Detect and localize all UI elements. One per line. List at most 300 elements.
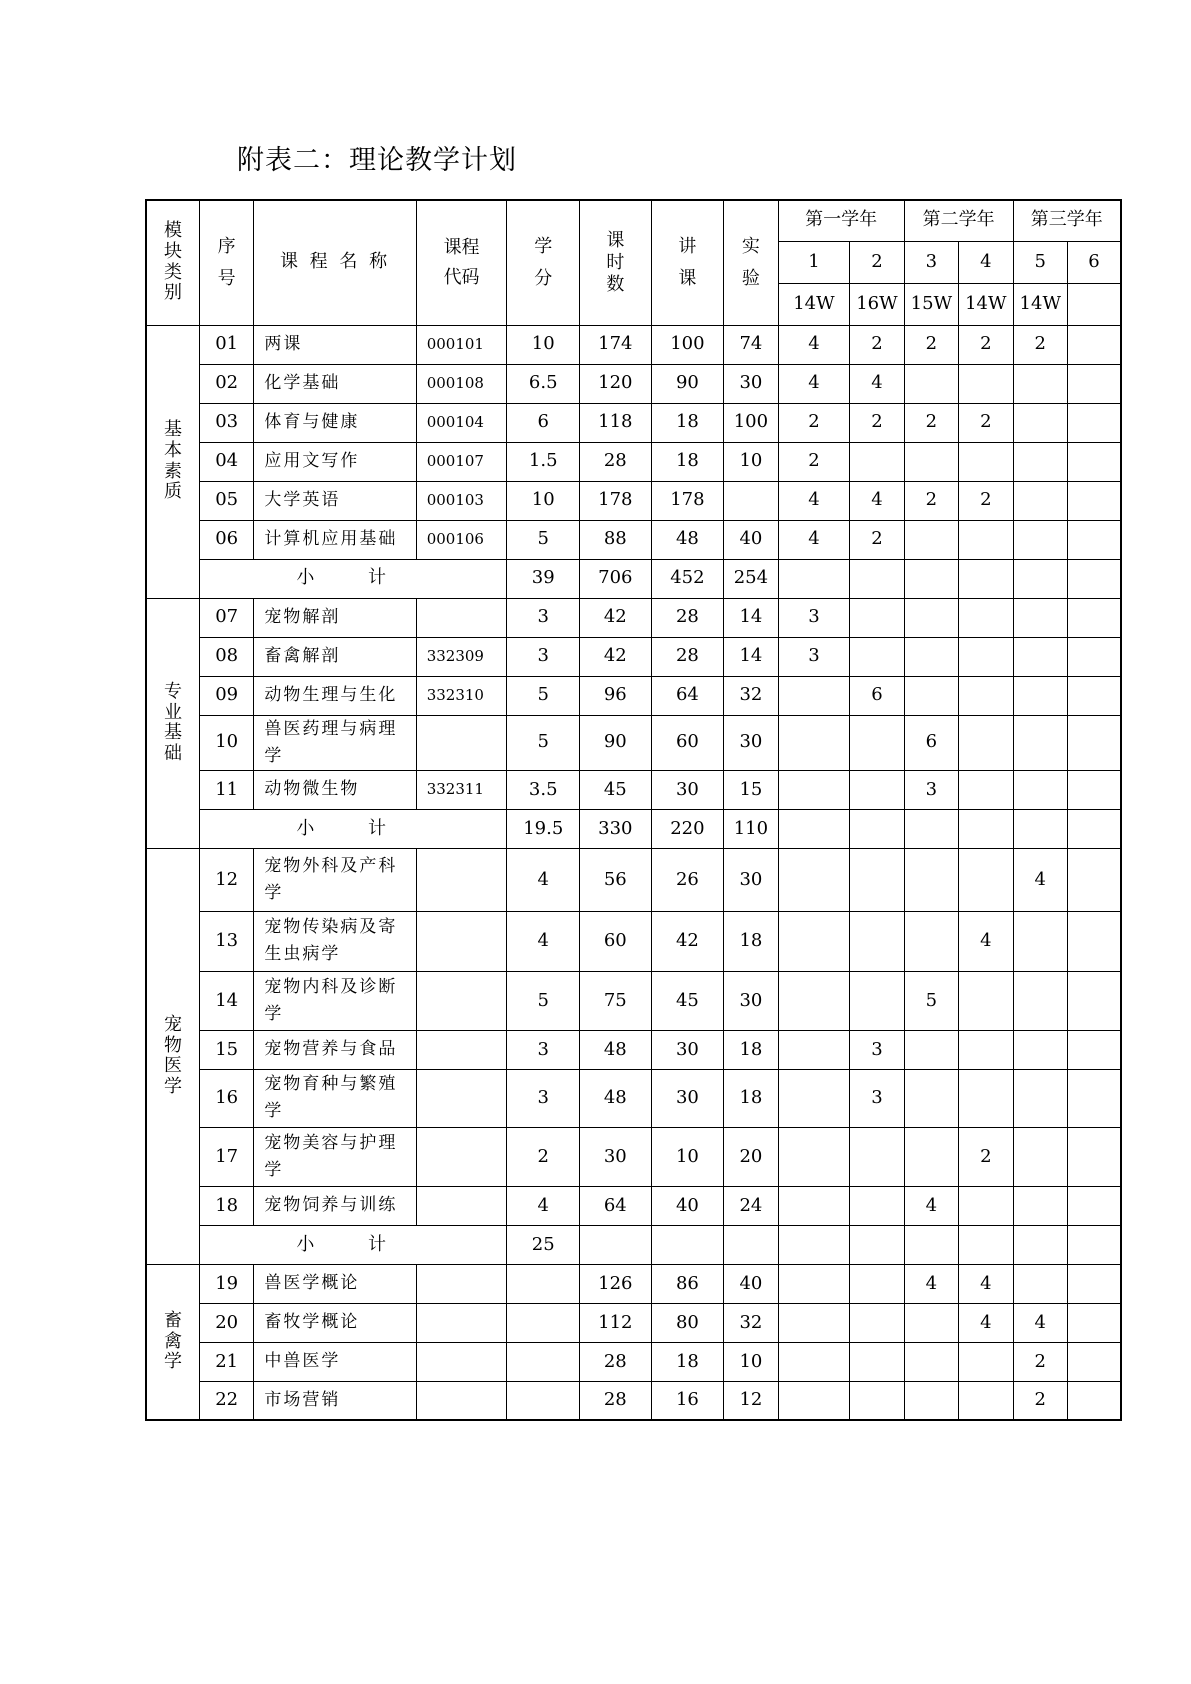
semester-hours-cell — [1013, 1030, 1067, 1069]
lab-cell: 14 — [724, 598, 778, 637]
hours-cell: 28 — [580, 1342, 652, 1381]
page-title: 附表二：理论教学计划 — [237, 145, 517, 176]
semester-hours-cell — [1067, 1303, 1121, 1342]
semester-hours-cell — [850, 1342, 904, 1381]
semester-hours-cell — [1013, 971, 1067, 1030]
semester-hours-cell — [959, 1186, 1013, 1225]
course-code-cell — [416, 971, 507, 1030]
header-seq: 序 号 — [199, 200, 253, 325]
lecture-cell: 100 — [651, 325, 724, 364]
semester-hours-cell — [850, 1186, 904, 1225]
semester-hours-cell: 4 — [904, 1264, 958, 1303]
hours-cell: 126 — [580, 1264, 652, 1303]
lecture-cell: 64 — [651, 676, 724, 715]
hours-cell: 28 — [580, 1381, 652, 1420]
course-name-cell: 宠物解剖 — [254, 598, 416, 637]
seq-cell: 04 — [199, 442, 253, 481]
semester-hours-cell: 4 — [959, 1264, 1013, 1303]
subtotal-credit: 39 — [507, 559, 580, 598]
seq-cell: 19 — [199, 1264, 253, 1303]
semester-hours-cell — [904, 1381, 958, 1420]
course-name-cell: 畜禽解剖 — [254, 637, 416, 676]
seq-cell: 10 — [199, 715, 253, 770]
semester-hours-cell — [1067, 1381, 1121, 1420]
lab-cell: 24 — [724, 1186, 778, 1225]
semester-hours-cell — [850, 637, 904, 676]
semester-hours-cell — [959, 1030, 1013, 1069]
credit-cell: 6 — [507, 403, 580, 442]
course-code-cell: 000103 — [416, 481, 507, 520]
semester-hours-cell: 4 — [850, 481, 904, 520]
semester-hours-cell — [1013, 481, 1067, 520]
subtotal-row — [146, 809, 1121, 848]
semester-hours-cell — [904, 848, 958, 911]
seq-cell: 14 — [199, 971, 253, 1030]
table-row — [146, 1127, 1121, 1186]
subtotal-semester-cell — [778, 559, 850, 598]
table-row — [146, 520, 1121, 559]
lecture-cell: 26 — [651, 848, 724, 911]
seq-cell: 12 — [199, 848, 253, 911]
subtotal-semester-cell — [959, 559, 1013, 598]
semester-hours-cell: 2 — [959, 325, 1013, 364]
lab-cell: 18 — [724, 1030, 778, 1069]
semester-hours-cell — [1067, 715, 1121, 770]
header-semester: 2 — [850, 241, 904, 283]
lab-cell: 20 — [724, 1127, 778, 1186]
table-row — [146, 481, 1121, 520]
semester-hours-cell: 2 — [778, 403, 850, 442]
table-row — [146, 598, 1121, 637]
semester-hours-cell — [904, 911, 958, 971]
header-course-name: 课 程 名 称 — [254, 200, 416, 325]
semester-hours-cell: 3 — [904, 770, 958, 809]
module-category: 宠 物 医 学 — [146, 848, 199, 1264]
semester-hours-cell — [904, 676, 958, 715]
credit-cell — [507, 1381, 580, 1420]
table-row — [146, 1069, 1121, 1127]
hours-cell: 48 — [580, 1069, 652, 1127]
table-row — [146, 637, 1121, 676]
subtotal-label: 小 计 — [199, 1225, 507, 1264]
subtotal-semester-cell — [850, 1225, 904, 1264]
lecture-cell: 86 — [651, 1264, 724, 1303]
hours-cell: 88 — [580, 520, 652, 559]
course-code-cell — [416, 1127, 507, 1186]
course-code-cell — [416, 1303, 507, 1342]
header-semester: 5 — [1013, 241, 1067, 283]
seq-cell: 15 — [199, 1030, 253, 1069]
subtotal-semester-cell — [778, 1225, 850, 1264]
semester-hours-cell: 3 — [850, 1069, 904, 1127]
course-name-cell: 中兽医学 — [254, 1342, 416, 1381]
subtotal-label: 小 计 — [199, 809, 507, 848]
course-code-cell: 000101 — [416, 325, 507, 364]
semester-hours-cell: 2 — [904, 481, 958, 520]
lab-cell: 18 — [724, 911, 778, 971]
semester-hours-cell — [1013, 676, 1067, 715]
subtotal-semester-cell — [1067, 809, 1121, 848]
table-row — [146, 1342, 1121, 1381]
seq-cell: 17 — [199, 1127, 253, 1186]
semester-hours-cell — [1013, 598, 1067, 637]
seq-cell: 03 — [199, 403, 253, 442]
subtotal-label: 小 计 — [199, 559, 507, 598]
subtotal-lecture: 452 — [651, 559, 724, 598]
lecture-cell: 178 — [651, 481, 724, 520]
course-name-cell: 宠物育种与繁殖学 — [254, 1069, 416, 1127]
course-code-cell: 000108 — [416, 364, 507, 403]
semester-hours-cell — [1013, 715, 1067, 770]
semester-hours-cell — [778, 1030, 850, 1069]
table-row — [146, 770, 1121, 809]
semester-hours-cell — [904, 1030, 958, 1069]
semester-hours-cell — [1067, 598, 1121, 637]
course-code-cell — [416, 1381, 507, 1420]
semester-hours-cell — [850, 911, 904, 971]
semester-hours-cell — [959, 848, 1013, 911]
semester-hours-cell: 6 — [904, 715, 958, 770]
header-weeks: 15W — [904, 283, 958, 325]
hours-cell: 45 — [580, 770, 652, 809]
semester-hours-cell — [850, 848, 904, 911]
lab-cell: 30 — [724, 848, 778, 911]
subtotal-row — [146, 1225, 1121, 1264]
semester-hours-cell — [904, 1342, 958, 1381]
lab-cell: 14 — [724, 637, 778, 676]
seq-cell: 08 — [199, 637, 253, 676]
lecture-cell: 30 — [651, 1069, 724, 1127]
subtotal-lecture: 220 — [651, 809, 724, 848]
subtotal-semester-cell — [959, 809, 1013, 848]
course-name-cell: 宠物营养与食品 — [254, 1030, 416, 1069]
hours-cell: 60 — [580, 911, 652, 971]
semester-hours-cell — [778, 715, 850, 770]
seq-cell: 11 — [199, 770, 253, 809]
subtotal-lab — [724, 1225, 778, 1264]
semester-hours-cell: 2 — [1013, 1342, 1067, 1381]
header-lecture: 讲 课 — [651, 200, 724, 325]
semester-hours-cell — [1067, 911, 1121, 971]
subtotal-semester-cell — [850, 559, 904, 598]
lab-cell — [724, 481, 778, 520]
semester-hours-cell: 4 — [778, 481, 850, 520]
course-name-cell: 畜牧学概论 — [254, 1303, 416, 1342]
semester-hours-cell — [1013, 637, 1067, 676]
semester-hours-cell — [959, 364, 1013, 403]
table-row — [146, 442, 1121, 481]
semester-hours-cell — [904, 598, 958, 637]
module-category: 基 本 素 质 — [146, 325, 199, 598]
teaching-plan-table — [145, 199, 1122, 1421]
credit-cell: 4 — [507, 1186, 580, 1225]
subtotal-lab: 254 — [724, 559, 778, 598]
semester-hours-cell — [1067, 1186, 1121, 1225]
semester-hours-cell — [1067, 770, 1121, 809]
credit-cell: 6.5 — [507, 364, 580, 403]
header-credit: 学 分 — [507, 200, 580, 325]
semester-hours-cell — [850, 442, 904, 481]
semester-hours-cell: 4 — [1013, 848, 1067, 911]
lecture-cell: 30 — [651, 1030, 724, 1069]
seq-cell: 20 — [199, 1303, 253, 1342]
hours-cell: 90 — [580, 715, 652, 770]
semester-hours-cell — [778, 1342, 850, 1381]
course-name-cell: 宠物内科及诊断学 — [254, 971, 416, 1030]
subtotal-row — [146, 559, 1121, 598]
semester-hours-cell: 2 — [778, 442, 850, 481]
credit-cell: 2 — [507, 1127, 580, 1186]
credit-cell: 5 — [507, 715, 580, 770]
semester-hours-cell — [850, 598, 904, 637]
course-code-cell — [416, 1069, 507, 1127]
course-name-cell: 动物生理与生化 — [254, 676, 416, 715]
semester-hours-cell: 2 — [959, 1127, 1013, 1186]
course-code-cell — [416, 1264, 507, 1303]
semester-hours-cell — [1067, 971, 1121, 1030]
semester-hours-cell: 3 — [778, 637, 850, 676]
course-name-cell: 应用文写作 — [254, 442, 416, 481]
seq-cell: 13 — [199, 911, 253, 971]
subtotal-semester-cell — [1067, 1225, 1121, 1264]
semester-hours-cell: 2 — [904, 325, 958, 364]
subtotal-semester-cell — [904, 559, 958, 598]
semester-hours-cell: 4 — [778, 364, 850, 403]
module-category: 专 业 基 础 — [146, 598, 199, 848]
semester-hours-cell — [959, 520, 1013, 559]
semester-hours-cell — [1067, 1264, 1121, 1303]
semester-hours-cell — [1067, 520, 1121, 559]
subtotal-credit: 19.5 — [507, 809, 580, 848]
header-weeks: 14W — [778, 283, 850, 325]
hours-cell: 118 — [580, 403, 652, 442]
semester-hours-cell — [1067, 481, 1121, 520]
course-code-cell — [416, 1342, 507, 1381]
seq-cell: 05 — [199, 481, 253, 520]
hours-cell: 64 — [580, 1186, 652, 1225]
subtotal-hours: 330 — [580, 809, 652, 848]
seq-cell: 06 — [199, 520, 253, 559]
semester-hours-cell — [850, 1303, 904, 1342]
semester-hours-cell: 2 — [959, 403, 1013, 442]
semester-hours-cell — [1067, 1030, 1121, 1069]
header-course-code: 课程 代码 — [416, 200, 507, 325]
semester-hours-cell — [904, 637, 958, 676]
hours-cell: 75 — [580, 971, 652, 1030]
course-name-cell: 计算机应用基础 — [254, 520, 416, 559]
seq-cell: 02 — [199, 364, 253, 403]
table-row — [146, 325, 1121, 364]
header-weeks: 16W — [850, 283, 904, 325]
header-year-2: 第二学年 — [904, 200, 1013, 241]
semester-hours-cell — [778, 911, 850, 971]
lab-cell: 30 — [724, 715, 778, 770]
table-row — [146, 1264, 1121, 1303]
table-row — [146, 403, 1121, 442]
course-code-cell — [416, 715, 507, 770]
semester-hours-cell — [1013, 1186, 1067, 1225]
lecture-cell: 90 — [651, 364, 724, 403]
course-name-cell: 宠物传染病及寄生虫病学 — [254, 911, 416, 971]
lecture-cell: 80 — [651, 1303, 724, 1342]
semester-hours-cell — [850, 770, 904, 809]
semester-hours-cell — [1013, 1069, 1067, 1127]
semester-hours-cell — [959, 442, 1013, 481]
hours-cell: 56 — [580, 848, 652, 911]
semester-hours-cell — [850, 1381, 904, 1420]
header-weeks: 14W — [959, 283, 1013, 325]
semester-hours-cell — [1067, 1342, 1121, 1381]
lab-cell: 30 — [724, 971, 778, 1030]
table-row — [146, 1381, 1121, 1420]
semester-hours-cell — [1067, 442, 1121, 481]
semester-hours-cell: 2 — [959, 481, 1013, 520]
lab-cell: 100 — [724, 403, 778, 442]
table-row — [146, 715, 1121, 770]
semester-hours-cell — [1013, 364, 1067, 403]
semester-hours-cell — [778, 676, 850, 715]
course-name-cell: 兽医学概论 — [254, 1264, 416, 1303]
subtotal-semester-cell — [850, 809, 904, 848]
course-name-cell: 化学基础 — [254, 364, 416, 403]
lecture-cell: 42 — [651, 911, 724, 971]
lab-cell: 12 — [724, 1381, 778, 1420]
table-row — [146, 1303, 1121, 1342]
course-name-cell: 大学英语 — [254, 481, 416, 520]
table-row — [146, 1030, 1121, 1069]
hours-cell: 42 — [580, 637, 652, 676]
semester-hours-cell — [959, 971, 1013, 1030]
subtotal-lab: 110 — [724, 809, 778, 848]
semester-hours-cell — [778, 1127, 850, 1186]
lab-cell: 32 — [724, 1303, 778, 1342]
hours-cell: 42 — [580, 598, 652, 637]
semester-hours-cell: 2 — [904, 403, 958, 442]
semester-hours-cell: 2 — [1013, 325, 1067, 364]
header-hours: 课 时 数 — [580, 200, 652, 325]
semester-hours-cell — [778, 1069, 850, 1127]
semester-hours-cell: 2 — [850, 520, 904, 559]
header-weeks — [1067, 283, 1121, 325]
semester-hours-cell — [778, 770, 850, 809]
semester-hours-cell: 2 — [850, 403, 904, 442]
semester-hours-cell — [778, 1303, 850, 1342]
subtotal-semester-cell — [1013, 809, 1067, 848]
semester-hours-cell: 5 — [904, 971, 958, 1030]
credit-cell — [507, 1342, 580, 1381]
semester-hours-cell — [1067, 676, 1121, 715]
semester-hours-cell — [850, 715, 904, 770]
lab-cell: 40 — [724, 520, 778, 559]
semester-hours-cell — [1067, 1127, 1121, 1186]
semester-hours-cell — [959, 770, 1013, 809]
semester-hours-cell — [778, 1264, 850, 1303]
semester-hours-cell — [778, 1381, 850, 1420]
header-semester: 3 — [904, 241, 958, 283]
semester-hours-cell: 2 — [1013, 1381, 1067, 1420]
lecture-cell: 18 — [651, 442, 724, 481]
subtotal-semester-cell — [778, 809, 850, 848]
seq-cell: 22 — [199, 1381, 253, 1420]
header-semester: 1 — [778, 241, 850, 283]
header-semester: 4 — [959, 241, 1013, 283]
module-category: 畜 禽 学 — [146, 1264, 199, 1420]
semester-hours-cell — [778, 971, 850, 1030]
semester-hours-cell — [959, 1342, 1013, 1381]
lecture-cell: 18 — [651, 1342, 724, 1381]
header-module: 模 块 类 别 — [146, 200, 199, 325]
semester-hours-cell — [959, 1069, 1013, 1127]
lecture-cell: 28 — [651, 637, 724, 676]
course-name-cell: 兽医药理与病理学 — [254, 715, 416, 770]
semester-hours-cell — [1013, 770, 1067, 809]
course-code-cell — [416, 848, 507, 911]
subtotal-credit: 25 — [507, 1225, 580, 1264]
course-name-cell: 市场营销 — [254, 1381, 416, 1420]
course-code-cell — [416, 911, 507, 971]
credit-cell: 10 — [507, 481, 580, 520]
credit-cell: 4 — [507, 911, 580, 971]
seq-cell: 21 — [199, 1342, 253, 1381]
lab-cell: 40 — [724, 1264, 778, 1303]
semester-hours-cell: 4 — [850, 364, 904, 403]
semester-hours-cell: 4 — [904, 1186, 958, 1225]
semester-hours-cell — [904, 364, 958, 403]
hours-cell: 96 — [580, 676, 652, 715]
semester-hours-cell: 2 — [850, 325, 904, 364]
semester-hours-cell — [850, 971, 904, 1030]
semester-hours-cell — [1013, 520, 1067, 559]
header-weeks: 14W — [1013, 283, 1067, 325]
header-lab: 实 验 — [724, 200, 778, 325]
semester-hours-cell — [904, 520, 958, 559]
semester-hours-cell: 3 — [778, 598, 850, 637]
header-year-3: 第三学年 — [1013, 200, 1121, 241]
subtotal-semester-cell — [1067, 559, 1121, 598]
course-code-cell: 000107 — [416, 442, 507, 481]
semester-hours-cell — [959, 715, 1013, 770]
hours-cell: 120 — [580, 364, 652, 403]
semester-hours-cell — [1067, 1069, 1121, 1127]
lecture-cell: 28 — [651, 598, 724, 637]
semester-hours-cell — [778, 1186, 850, 1225]
semester-hours-cell — [904, 1127, 958, 1186]
semester-hours-cell — [959, 637, 1013, 676]
semester-hours-cell — [1013, 1264, 1067, 1303]
hours-cell: 28 — [580, 442, 652, 481]
header-semester: 6 — [1067, 241, 1121, 283]
course-name-cell: 两课 — [254, 325, 416, 364]
lecture-cell: 60 — [651, 715, 724, 770]
semester-hours-cell: 4 — [778, 520, 850, 559]
seq-cell: 09 — [199, 676, 253, 715]
semester-hours-cell — [904, 1069, 958, 1127]
course-code-cell: 000106 — [416, 520, 507, 559]
lecture-cell: 40 — [651, 1186, 724, 1225]
course-code-cell: 332310 — [416, 676, 507, 715]
seq-cell: 18 — [199, 1186, 253, 1225]
semester-hours-cell — [904, 442, 958, 481]
course-name-cell: 宠物外科及产科学 — [254, 848, 416, 911]
table-row — [146, 1186, 1121, 1225]
subtotal-hours: 706 — [580, 559, 652, 598]
subtotal-hours — [580, 1225, 652, 1264]
semester-hours-cell — [904, 1303, 958, 1342]
lab-cell: 10 — [724, 1342, 778, 1381]
subtotal-semester-cell — [1013, 1225, 1067, 1264]
course-code-cell — [416, 1186, 507, 1225]
lab-cell: 15 — [724, 770, 778, 809]
